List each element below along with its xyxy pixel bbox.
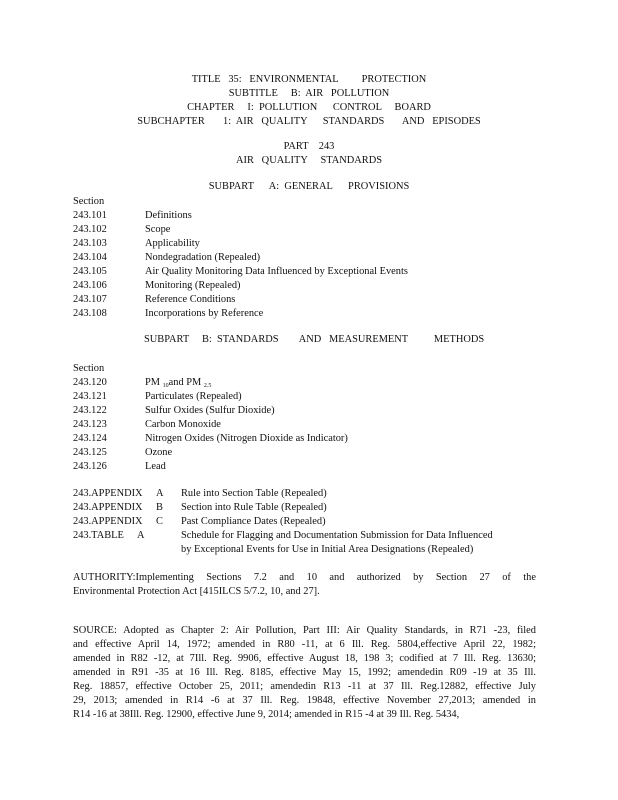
appendix-letter: A — [156, 488, 164, 499]
toc-row — [0, 223, 618, 237]
toc-row — [0, 376, 618, 390]
toc-row — [0, 404, 618, 418]
source-line: Reg. 18857, effective October 25, 2011; amendedin R13 -11 at 37 Ill. Reg.12882, effective July — [73, 681, 536, 692]
section-number: 243.102 — [73, 224, 107, 235]
source-line: and effective April 14, 1972; amended in R80 -11, at 6 Ill. Reg. 5804,effective April 22, 1982; — [73, 639, 536, 650]
authority-paragraph — [73, 571, 536, 599]
section-number: 243.126 — [73, 461, 107, 472]
appendix-number: 243.APPENDIX — [73, 502, 143, 513]
section-number: 243.123 — [73, 419, 107, 430]
table-letter: A — [137, 530, 145, 541]
toc-row — [0, 432, 618, 446]
section-title: Particulates (Repealed) — [145, 391, 242, 402]
table-row-continued — [0, 543, 618, 557]
section-title: Monitoring (Repealed) — [145, 280, 241, 291]
subpart-a-heading: SUBPART A: GENERAL PROVISIONS — [208, 181, 410, 192]
appendix-title: Past Compliance Dates (Repealed) — [181, 516, 326, 527]
section-number: 243.101 — [73, 210, 107, 221]
toc-row — [0, 418, 618, 432]
section-number: 243.103 — [73, 238, 107, 249]
section-title: Sulfur Oxides (Sulfur Dioxide) — [145, 405, 275, 416]
toc-row — [0, 390, 618, 404]
part-title: AIR QUALITY STANDARDS — [236, 155, 382, 166]
appendix-letter: C — [156, 516, 163, 527]
subpart-b-heading: SUBPART B: STANDARDS AND MEASUREMENT METHODS — [144, 334, 485, 345]
appendix-row — [0, 515, 618, 529]
toc-row — [0, 293, 618, 307]
section-title: Reference Conditions — [145, 294, 236, 305]
appendix-title: Rule into Section Table (Repealed) — [181, 488, 327, 499]
title-line: TITLE 35: ENVIRONMENTAL PROTECTION — [191, 74, 427, 85]
source-line: 29, 2013; amended in R14 -6 at 37 Ill. Reg. 19848, effective November 27,2013; amended in — [73, 695, 536, 706]
part-number: PART 243 — [283, 141, 335, 152]
section-number: 243.125 — [73, 447, 107, 458]
toc-row — [0, 279, 618, 293]
source-line: amended in R82 -12, at 7Ill. Reg. 9906, effective August 18, 198 3; codified at 7 Ill. Reg. 13630; — [73, 653, 536, 664]
source-line: SOURCE: Adopted as Chapter 2: Air Pollution, Part III: Air Quality Standards, in R71 -23, filed — [73, 625, 536, 636]
toc-row — [0, 251, 618, 265]
toc-row — [0, 209, 618, 223]
pm10-subscript: 10 — [162, 383, 169, 389]
section-number: 243.108 — [73, 308, 107, 319]
section-number: 243.106 — [73, 280, 107, 291]
chapter-line: CHAPTER I: POLLUTION CONTROL BOARD — [187, 102, 431, 113]
appendix-number: 243.APPENDIX — [73, 488, 143, 499]
table-number: 243.TABLE — [73, 530, 124, 541]
pm-label-2: PM — [186, 377, 202, 388]
section-title: Nondegradation (Repealed) — [145, 252, 261, 263]
section-label-a: Section — [73, 196, 105, 207]
section-title: Lead — [145, 461, 166, 472]
section-number: 243.121 — [73, 391, 107, 402]
table-row — [0, 529, 618, 543]
toc-row — [0, 237, 618, 251]
section-number: 243.104 — [73, 252, 107, 263]
section-number: 243.124 — [73, 433, 107, 444]
section-title: Carbon Monoxide — [145, 419, 221, 430]
section-title: Air Quality Monitoring Data Influenced by Exceptional Events — [145, 266, 408, 277]
appendix-number: 243.APPENDIX — [73, 516, 143, 527]
section-number: 243.105 — [73, 266, 107, 277]
subtitle-line: SUBTITLE B: AIR POLLUTION — [228, 88, 390, 99]
pm-and: and — [168, 377, 184, 388]
section-title — [145, 376, 211, 390]
section-title: Applicability — [145, 238, 200, 249]
toc-row — [0, 307, 618, 321]
subchapter-line: SUBCHAPTER 1: AIR QUALITY STANDARDS AND EPISODES — [137, 116, 481, 127]
section-number: 243.122 — [73, 405, 107, 416]
toc-row — [0, 265, 618, 279]
appendix-letter: B — [156, 502, 163, 513]
section-title: Definitions — [145, 210, 192, 221]
appendix-title: Section into Rule Table (Repealed) — [181, 502, 327, 513]
section-number: 243.120 — [73, 377, 107, 388]
authority-line: Environmental Protection Act [415ILCS 5/7.2, 10, and 27]. — [73, 586, 320, 597]
section-title: Scope — [145, 224, 171, 235]
toc-row — [0, 446, 618, 460]
table-title-line-2: by Exceptional Events for Use in Initial Area Designations (Repealed) — [181, 544, 474, 555]
section-title: Nitrogen Oxides (Nitrogen Dioxide as Indicator) — [145, 433, 348, 444]
authority-line: AUTHORITY:Implementing Sections 7.2 and 10 and authorized by Section 27 of the — [73, 572, 536, 583]
appendix-row — [0, 487, 618, 501]
table-title-line-1: Schedule for Flagging and Documentation Submission for Data Influenced — [181, 530, 493, 541]
source-line: R14 -16 at 38Ill. Reg. 12900, effective June 9, 2014; amended in R15 -4 at 39 Ill. Reg. 5434, — [73, 709, 460, 720]
section-title: Ozone — [145, 447, 173, 458]
section-title: Incorporations by Reference — [145, 308, 264, 319]
pm25-subscript: 2.5 — [203, 383, 212, 389]
pm-label: PM — [145, 377, 161, 388]
section-label-b: Section — [73, 363, 105, 374]
source-paragraph — [73, 624, 536, 722]
source-line: amended in R91 -35 at 16 Ill. Reg. 8185, effective May 15, 1992; amendedin R09 -19 at 35 Ill. — [73, 667, 536, 678]
appendix-row — [0, 501, 618, 515]
toc-row — [0, 460, 618, 474]
section-number: 243.107 — [73, 294, 107, 305]
